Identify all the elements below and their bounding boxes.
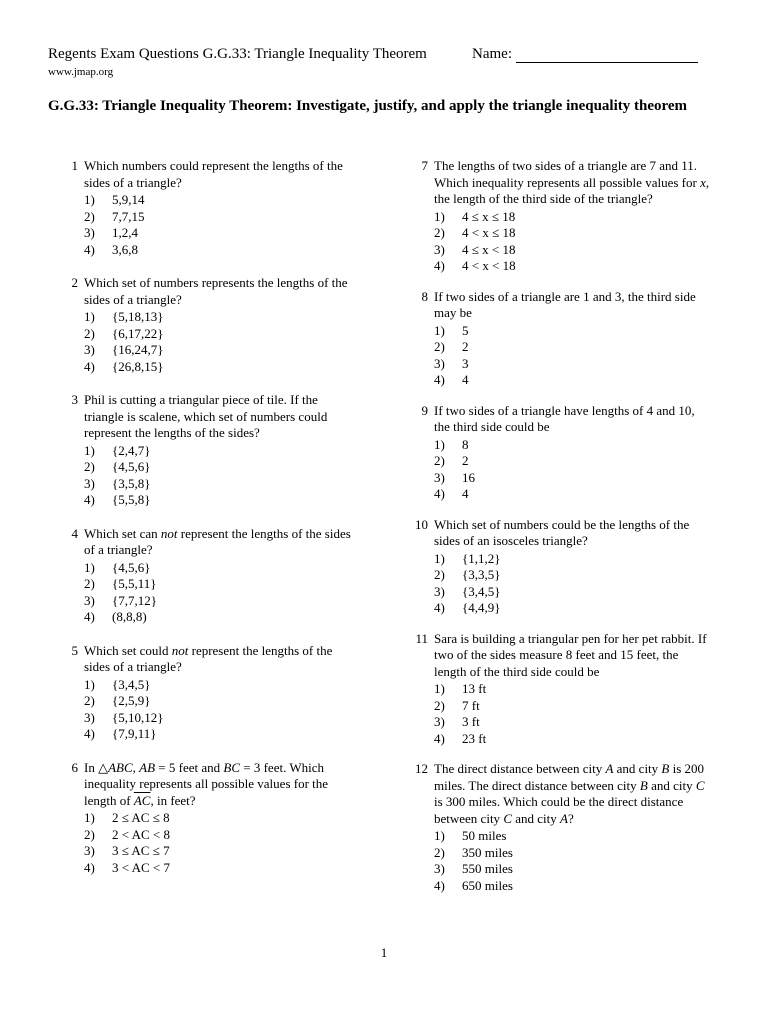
option: 3) 3 ft (434, 714, 480, 729)
option: 3) 16 (434, 469, 475, 485)
question-text: Which set could not represent the lengths of the sides of a triangle? (84, 642, 333, 674)
option: 2) 7,7,15 (84, 208, 145, 224)
right-column (410, 158, 710, 894)
option: 3) {3,4,5} (434, 583, 501, 599)
name-field[interactable] (472, 46, 698, 63)
question-number: 6 (71, 759, 78, 775)
option: 4) 3,6,8 (84, 241, 138, 257)
question-text: In △ABC, AB = 5 feet and BC = 3 feet. Which inequality represents all possible values for the length of $\overline{AC}$, in feet? (84, 759, 329, 808)
option: 4) 23 ft (434, 730, 487, 746)
option: 2) {6,17,22} (84, 325, 164, 341)
question-7 (410, 158, 710, 275)
name-line[interactable] (516, 48, 698, 63)
option: 3) 4 ≤ x < 18 (434, 241, 516, 257)
option: 2) {4,5,6} (84, 459, 151, 474)
option: 1) 4 ≤ x ≤ 18 (434, 208, 516, 224)
option: 4) {26,8,15} (84, 358, 164, 374)
question-2 (60, 275, 360, 375)
question-10 (410, 517, 710, 617)
exam-title: Regents Exam Questions G.G.33: Triangle Inequality Theorem (48, 46, 427, 62)
question-9 (410, 403, 710, 503)
question-12 (410, 761, 710, 894)
option: 4) {5,5,8} (84, 492, 151, 507)
question-text: Sara is building a triangular pen for her pet rabbit. If two of the sides measure 8 feet and 15 feet, the length of the third side could be (434, 630, 707, 679)
question-number: 5 (71, 642, 78, 658)
website: www.jmap.org (48, 66, 114, 78)
question-text: If two sides of a triangle have lengths of 4 and 10, the third side could be (434, 402, 695, 434)
name-label: Name: (472, 46, 512, 62)
question-text: The direct distance between city A and city B is 200 miles. The direct distance between city B and city C is 300 miles. Which could be the direct distance between city C and city A? (434, 761, 705, 826)
option: 1) {2,4,7} (84, 442, 151, 458)
question-number: 8 (421, 288, 428, 304)
question-3 (60, 392, 360, 509)
option: 3) {5,10,12} (84, 709, 164, 725)
option: 4) {7,9,11} (84, 726, 157, 741)
option: 1) 8 (434, 436, 469, 452)
question-11 (410, 631, 710, 748)
option: 3) 550 miles (434, 861, 513, 876)
question-number: 1 (71, 158, 78, 173)
question-number: 4 (71, 525, 78, 541)
question-text: Which set can not represent the lengths of the sides of a triangle? (84, 525, 351, 557)
option: 1) 2 ≤ AC ≤ 8 (84, 810, 170, 825)
option: 3) {7,7,12} (84, 592, 157, 608)
question-number: 7 (421, 158, 428, 173)
option: 4) 3 < AC < 7 (84, 859, 171, 875)
option: 1) 50 miles (434, 828, 507, 843)
page-title: G.G.33: Triangle Inequality Theorem: Investigate, justify, and apply the triangle inequality theorem (48, 98, 688, 114)
question-6 (60, 760, 360, 877)
triangle-symbol: △ (98, 759, 109, 775)
option: 4) 650 miles (434, 877, 513, 893)
question-number: 2 (71, 275, 78, 290)
segment-ac: $\overline{AC}$ (133, 792, 151, 808)
option: 1) {4,5,6} (84, 559, 151, 575)
option: 3) 1,2,4 (84, 225, 138, 240)
question-number: 9 (421, 402, 428, 418)
option: 2) 4 < x ≤ 18 (434, 225, 516, 240)
option: 4) 4 (434, 372, 469, 387)
question-number: 10 (415, 516, 428, 532)
page-number: 1 (380, 945, 388, 960)
option: 2) 2 (434, 339, 469, 354)
question-8 (410, 289, 710, 389)
option: 2) 350 miles (434, 844, 513, 860)
option: 2) {5,5,11} (84, 576, 157, 591)
option: 2) 2 (434, 453, 469, 468)
question-text: Which set of numbers could be the lengths of the sides of an isosceles triangle? (434, 516, 690, 548)
option: 3) 3 ≤ AC ≤ 7 (84, 843, 170, 858)
option: 2) {2,5,9} (84, 693, 151, 708)
option: 2) 2 < AC < 8 (84, 826, 171, 842)
question-number: 11 (415, 630, 428, 646)
option: 1) {1,1,2} (434, 550, 501, 566)
option: 3) 3 (434, 355, 469, 371)
question-text: Phil is cutting a triangular piece of tile. If the triangle is scalene, which set of numbers could represent the lengths of the sides? (84, 392, 328, 440)
question-text: If two sides of a triangle are 1 and 3, the third side may be (434, 288, 696, 320)
option: 4) {4,4,9} (434, 600, 501, 615)
option: 1) {5,18,13} (84, 309, 164, 324)
option: 1) 5,9,14 (84, 192, 145, 207)
question-text: Which set of numbers represents the lengths of the sides of a triangle? (84, 275, 348, 307)
option: 1) 13 ft (434, 681, 487, 696)
option: 4) 4 < x < 18 (434, 258, 516, 273)
option: 1) 5 (434, 322, 469, 338)
question-5 (60, 643, 360, 743)
question-4 (60, 526, 360, 626)
option: 2) {3,3,5} (434, 567, 501, 582)
question-1 (60, 158, 360, 258)
question-text: Which numbers could represent the lengths of the sides of a triangle? (84, 158, 343, 190)
left-column (60, 158, 360, 876)
question-text: The lengths of two sides of a triangle are 7 and 11. Which inequality represents all possible values for x, the length of the third side of the triangle? (434, 158, 710, 206)
option: 3) {3,5,8} (84, 475, 151, 491)
question-number: 12 (415, 761, 428, 776)
option: 4) (8,8,8) (84, 609, 147, 624)
option: 3) {16,24,7} (84, 342, 164, 357)
option: 4) 4 (434, 486, 469, 501)
option: 1) {3,4,5} (84, 676, 151, 692)
question-number: 3 (71, 392, 78, 407)
option: 2) 7 ft (434, 697, 480, 713)
